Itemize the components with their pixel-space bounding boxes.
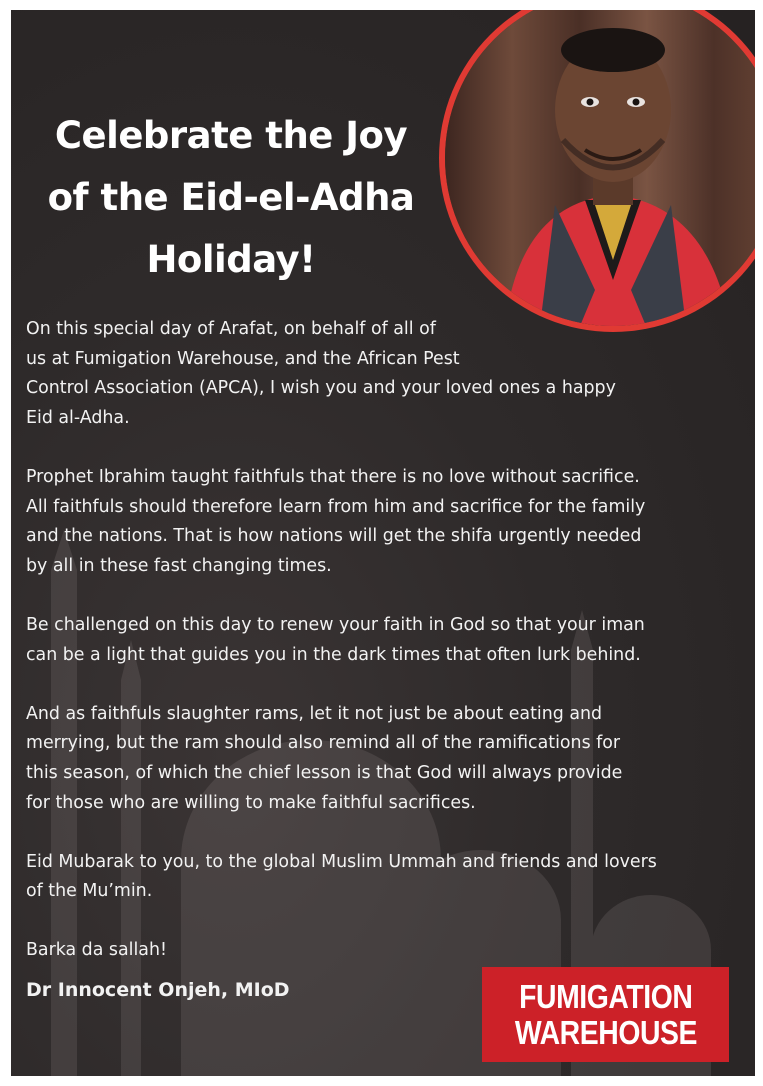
paragraph-intro: On this special day of Arafat, on behalf of all of us at Fumigation Warehouse, and the African Pest Control Association (APCA), I wish you and your loved ones a happy Eid al-Adha. xyxy=(26,319,616,428)
message-body xyxy=(26,315,741,1006)
title-line-1: Celebrate the Joy xyxy=(54,114,408,157)
paragraph-sacrifice: Prophet Ibrahim taught faithfuls that there is no love without sacrifice. All faithfuls should therefore learn from him and sacrifice for the family and the nations. That is how nations will get the shifa urgently needed by all in these fast changing times. xyxy=(26,466,646,576)
paragraph-sallah: Barka da sallah! xyxy=(26,940,167,961)
eid-poster xyxy=(11,10,755,1076)
paragraph-faith: Be challenged on this day to renew your faith in God so that your iman can be a light that guides you in the dark times that often lurk behind. xyxy=(26,614,645,665)
page-title xyxy=(11,105,451,291)
logo-line-1: FUMIGATION xyxy=(518,977,693,1015)
title-line-3: Holiday! xyxy=(146,238,316,281)
title-line-2: of the Eid-el-Adha xyxy=(47,176,415,219)
fumigation-warehouse-logo xyxy=(482,967,729,1062)
paragraph-mubarak: Eid Mubarak to you, to the global Muslim Ummah and friends and lovers of the Mu’min. xyxy=(26,851,657,902)
logo-line-2: WAREHOUSE xyxy=(514,1013,697,1051)
signature: Dr Innocent Onjeh, MIoD xyxy=(26,979,290,1002)
paragraph-rams: And as faithfuls slaughter rams, let it not just be about eating and merrying, but the ram should also remind all of the ramifications for this season, of which the chief lesson is that God will always provide for those who are willing to make faithful sacrifices. xyxy=(26,703,623,813)
